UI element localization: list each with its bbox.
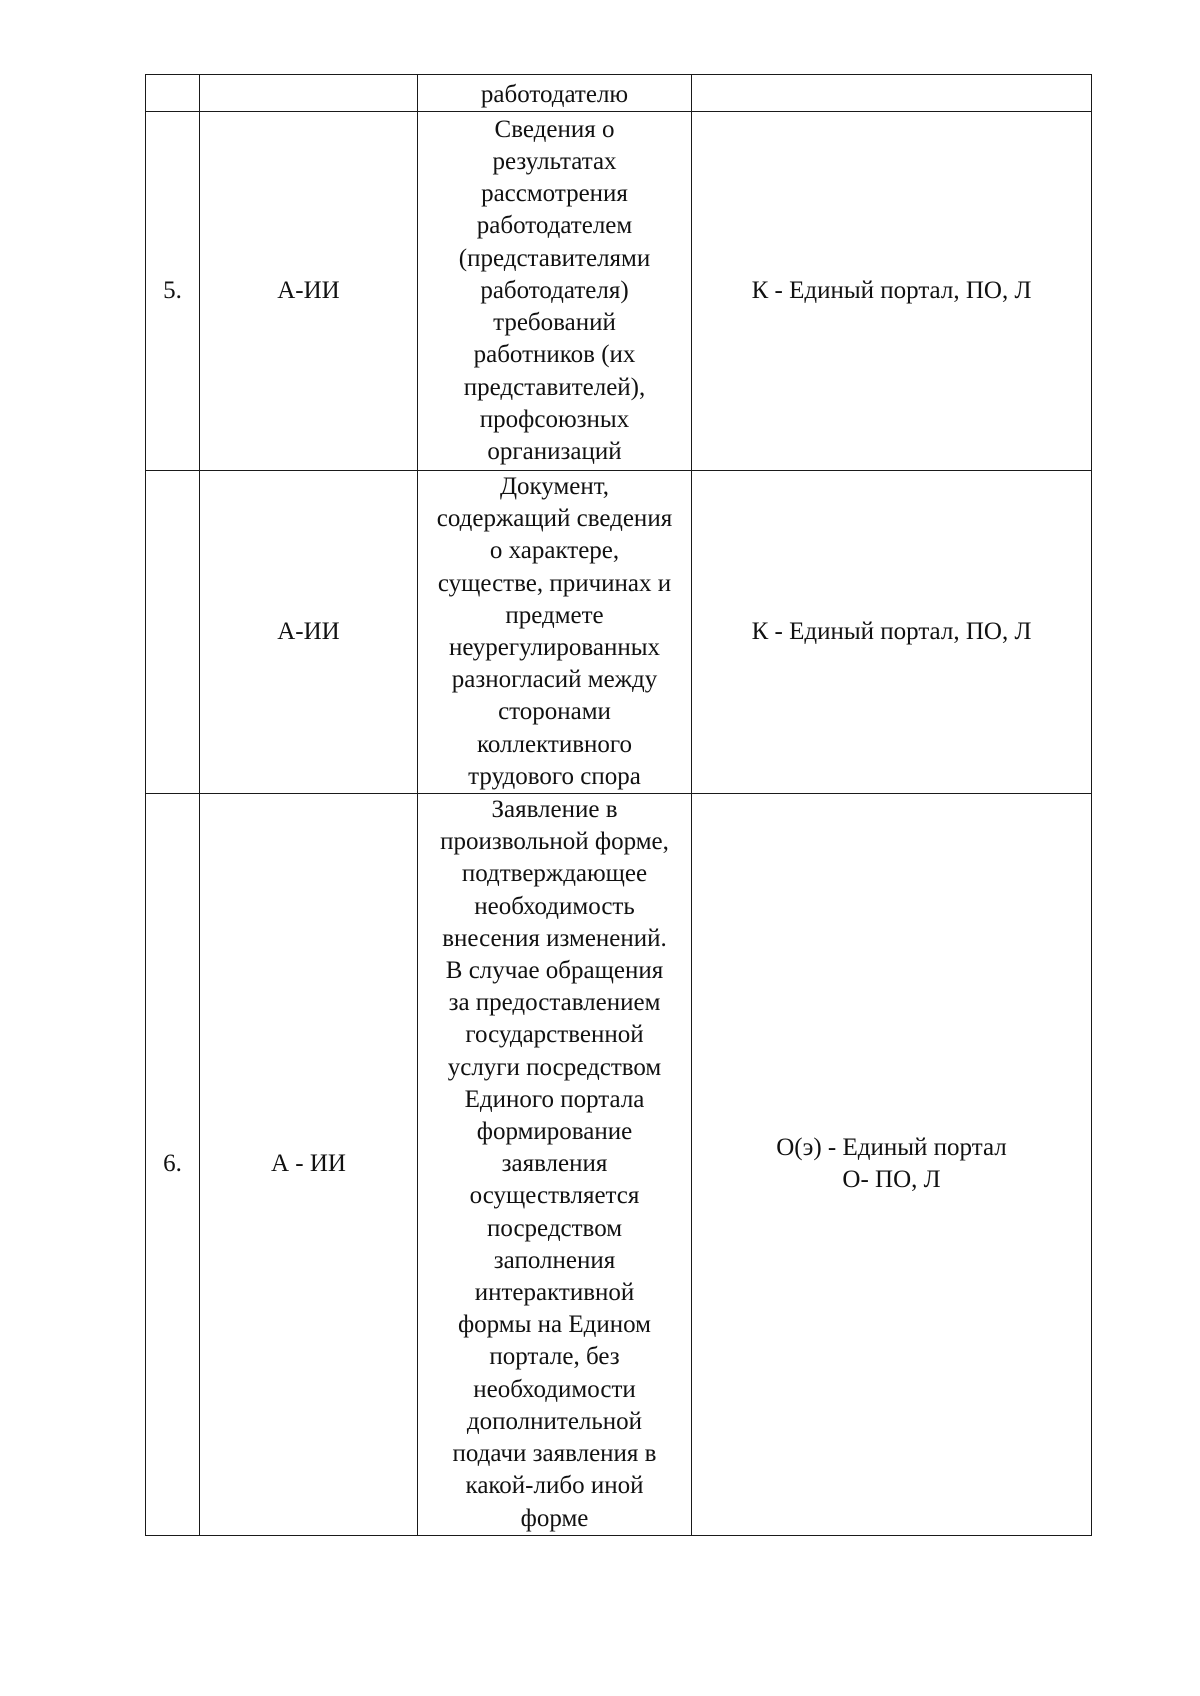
table-row [146, 471, 1092, 794]
row-description-cell: работодателю [418, 75, 692, 112]
row-type-cell: К - Единый портал, ПО, Л [692, 112, 1092, 471]
row-number-cell [146, 471, 200, 794]
row-code-cell: А-ИИ [200, 471, 418, 794]
row-code-cell [200, 75, 418, 112]
row-description-cell: Документ, содержащий сведения о характере, существе, причинах и предмете неурегулированных разногласий между сторонами коллективного трудового спора [418, 471, 692, 794]
row-description-cell: Заявление в произвольной форме, подтверждающее необходимость внесения изменений. В случае обращения за предоставлением государственной услуги посредством Единого портала формирование заявления осуществляется посредством заполнения интерактивной формы на Едином портале, без необходимости дополнительной подачи заявления в какой-либо иной форме [418, 794, 692, 1536]
table-row [146, 112, 1092, 471]
row-number-cell: 6. [146, 794, 200, 1536]
table-row [146, 75, 1092, 112]
row-code-cell: А-ИИ [200, 112, 418, 471]
row-number-cell: 5. [146, 112, 200, 471]
row-description-cell: Сведения о результатах рассмотрения работодателем (представителями работодателя) требований работников (их представителей), профсоюзных организаций [418, 112, 692, 471]
table-row [146, 794, 1092, 1536]
row-type-cell [692, 75, 1092, 112]
row-code-cell: А - ИИ [200, 794, 418, 1536]
row-number-cell [146, 75, 200, 112]
row-type-cell: О(э) - Единый портал О- ПО, Л [692, 794, 1092, 1536]
row-type-cell: К - Единый портал, ПО, Л [692, 471, 1092, 794]
documents-table [145, 74, 1092, 1536]
